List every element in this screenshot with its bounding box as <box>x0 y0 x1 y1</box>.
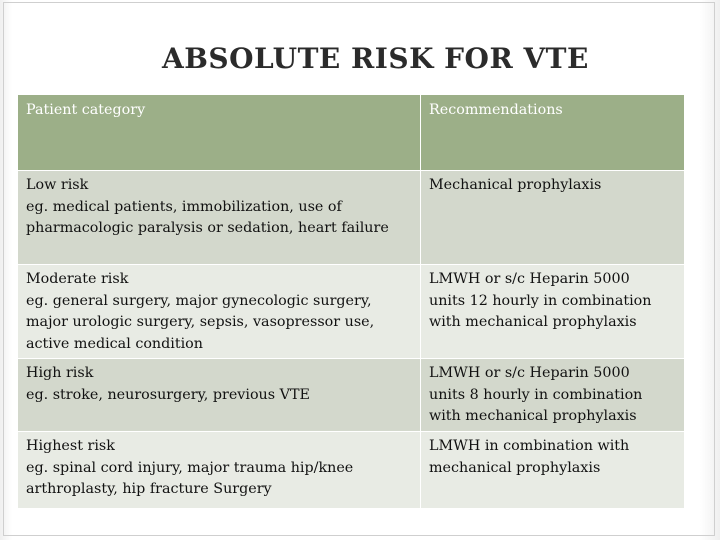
category-name: High risk <box>26 365 94 381</box>
category-detail-line: pharmacologic paralysis or sedation, heart failure <box>26 220 389 236</box>
recommendation-line: with mechanical prophylaxis <box>429 314 637 330</box>
table-row <box>18 432 685 509</box>
table-header-row <box>18 95 685 171</box>
table-row <box>18 265 685 359</box>
category-detail-line: eg. spinal cord injury, major trauma hip/knee <box>26 459 354 476</box>
recommendation-line: LMWH or s/c Heparin 5000 <box>429 271 630 287</box>
table-row <box>18 171 685 265</box>
category-detail-line: eg. stroke, neurosurgery, previous VTE <box>26 386 310 403</box>
recommendation-line: mechanical prophylaxis <box>429 459 601 476</box>
recommendation-cell <box>421 265 685 359</box>
category-name: Low risk <box>26 177 89 193</box>
category-detail-line: eg. general surgery, major gynecologic surgery, <box>26 292 372 309</box>
category-cell <box>18 171 421 265</box>
recommendation-line: with mechanical prophylaxis <box>429 408 637 424</box>
recommendation-line: units 12 hourly in combination <box>429 292 652 309</box>
recommendation-cell <box>421 432 685 509</box>
recommendation-line: units 8 hourly in combination <box>429 386 643 403</box>
category-detail-line: active medical condition <box>26 335 204 352</box>
recommendation-line: Mechanical prophylaxis <box>429 177 602 193</box>
header-patient-category: Patient category <box>18 95 421 171</box>
category-detail-line: major urologic surgery, sepsis, vasopressor use, <box>26 314 375 330</box>
category-name: Moderate risk <box>26 271 129 287</box>
header-recommendations: Recommendations <box>421 95 685 171</box>
risk-table <box>17 94 685 509</box>
category-detail-line: eg. medical patients, immobilization, use of <box>26 198 342 215</box>
recommendation-line: LMWH in combination with <box>429 438 630 454</box>
category-detail-line: arthroplasty, hip fracture Surgery <box>26 481 272 497</box>
recommendation-line: LMWH or s/c Heparin 5000 <box>429 365 630 381</box>
table-row <box>18 359 685 432</box>
slide-title: ABSOLUTE RISK FOR VTE <box>162 42 589 75</box>
recommendation-cell <box>421 171 685 265</box>
category-cell <box>18 265 421 359</box>
recommendation-cell <box>421 359 685 432</box>
category-cell <box>18 359 421 432</box>
category-cell <box>18 432 421 509</box>
category-name: Highest risk <box>26 438 115 454</box>
